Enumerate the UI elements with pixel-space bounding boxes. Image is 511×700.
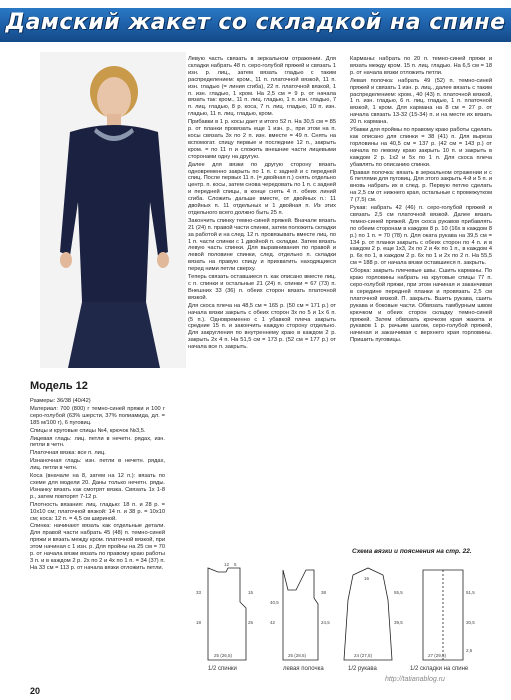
back-paragraph: Спинка: начинают вязать как отдельные детали. Для правой части набрать 45 (48) п. темно-синей пряжи и вязать между кром. платочной вязкой, при этом начиная с 1 изн. р. Для пройны на 25 см = 70 р. от начала вязки вязать по правому краю работы 3 п. и в каждом 2 р. 2х по 2 и 4х по 1 п. = 34 (37) п. На 33 см = 113 р. от начала вязки отложить петли. — [30, 523, 165, 571]
sleeve-dim-2: 39,5 — [394, 620, 403, 625]
middle-text-column — [188, 56, 336, 556]
mid-paragraph-5: Теперь связать оставшиеся п. как описано вместе лиц. с п. спинки и остальные 21 (24) п. спинки = 67 (73) п. Внешних 33 (36) п. обеих сторон вязать платочной вязкой. — [188, 274, 336, 301]
pleat-dim-2: 30,5 — [466, 620, 475, 625]
mid-paragraph-3: Далее для вязки по другую сторону вязать одновременно закрыть по 1 п. с задней и с передней спиц. После первых 11 п. (= двойная п.) снять отдельно центр. п. косы, затем снова чередовать по 1 п. с задней и передней спицы, в конце снять 4 п. обеих линий сгиба. Сложить дальше вместе, от двойных п.: 11 двойных п. 11 отдельных и 1 двойная п. Из этих отдельного всего должно быть 25 п. — [188, 161, 336, 216]
cable-paragraph: Коса (вначале на 8, затем на 12 п.): вязать по схеме для модели 20. Даны только нечетн. ряды. Изнанку вязать как смотрят вязка. Связать 1х 1-8 р., затем повторят 7-12 р. — [30, 473, 165, 500]
neckline-paragraph: Убавки для проймы по правому краю работы сделать как описано для спинки = 38 (41) п. Для выреза горловины на 40,5 см = 137 р. (42 см = 143 р.) от начала по левому краю закрыть 10 п. и закрыть в каждом 2 р. 1х2 и 5х по 1 п. Для скоса плеча убавлять по описанию спинки. — [350, 127, 492, 168]
model-label: Модель 12 — [30, 380, 88, 392]
sleeve-dim-1: 55,5 — [394, 590, 403, 595]
back-dim-4: 18 — [196, 620, 202, 625]
pleat-label: 1/2 складки на спине — [410, 666, 469, 672]
mid-paragraph-2: Прибавки в 1 р. косы дает и итого 52 п. На 30,5 см = 85 р. от планки провязать еще 1 изн. р., при этом на п. косы связать 3х по 2 п. изн. вместе = 49 п. Снять на вспомогат. спицу первые и последние 12 п., закрыть кром. = по 11 п и сложить внешние части лицевыми сторонами одну на другую. — [188, 119, 336, 160]
pattern-schematics — [188, 560, 498, 685]
back-dim-3: 33 — [196, 590, 202, 595]
front-dim-4: 24,5 — [321, 620, 330, 625]
materials-paragraph: Материал: 700 (800) г темно-синей пряжи и 100 г серо-голубой (63% шерсти, 37% полиамида, дл. = 185 м/100 г), 6 пуговиц. — [30, 405, 165, 426]
sleeve-paragraph: Рукав: набрать 42 (46) п. серо-голубой пряжей и связать 2,5 см платочной вязкой. Далее вязать темно-синей пряжей. Для скоса рукавов прибавлять по обеим сторонам в каждом 8 р. 10 (16х в каждом 8 р.) по 1 п. = 70 (78) п. Для оката рукава на 39,5 см = 134 р. от планки закрыть с обеих сторон по 4 п. и в каждом 2 р. еще 1х3, 2х по 2 и 4х по 1 п., в каждом 4 р. 6х по 1, в каждом 2 р. 6х по 1 и 2х по 2 п. На 55,5 см = 188 р. от начала вязки оставшиеся п. закрыть. — [350, 205, 492, 267]
back-dim-2: 5 — [234, 562, 237, 567]
back-dim-1: 12 — [224, 562, 230, 567]
sleeve-dim-4: 24 (27,5) — [354, 653, 373, 658]
left-text-column — [30, 398, 165, 690]
model-photo — [40, 52, 186, 368]
front-dim-5: 25 (28,5) — [288, 653, 307, 658]
page-title: Дамский жакет со складкой на спине — [5, 10, 506, 35]
pleat-dim-4: 27 (29,5) — [428, 653, 447, 658]
assembly-paragraph: Сборка: закрыть плечевые швы. Сшить карманы. По краю горловины набрать на круговые спицы 77 п. серо-голубой пряжи, при этом начиная и заканчивая в середине передней планки и провязать 2,5 см платочной вязкой. П. закрыть. Вшить рукава, сшить рукава и боковые части. Обвязать тамбурным швом крючком и обеих сторон складку темно-синей пряжей. Затем обвязать крючком края жакета и рукавов 1 р. рачьим шагом, серо-голубой пряжей, начиная и заканчивая с верхнего края горловины. Пришить пуговицы. — [350, 268, 492, 344]
page-number: 20 — [30, 686, 41, 696]
garter-paragraph: Платочная вязка: все п. лиц. — [30, 450, 106, 457]
watermark-link[interactable]: http://tatianablog.ru — [385, 676, 445, 683]
stockinette-paragraph: Лицевая гладь: лиц. петли в нечетн. рядах, изн. петли в четн. — [30, 435, 165, 449]
back-outline — [208, 568, 246, 660]
right-front-paragraph: Правая полочка: вязать в зеркальном отражении и с 6 петлями для пуговиц. Для этого закрыть 4-й и 5 п. и вновь набрать их в след. р. Первую петлю сделать на 2,5 см от нижнего края, остальные с промежутком 7 (7,5) см. — [350, 169, 492, 204]
back-dim-5: 25 (26,5) — [214, 653, 233, 658]
sleeve-label: 1/2 рукава — [348, 666, 377, 672]
front-label: левая полочка — [283, 666, 324, 672]
front-dim-3: 38 — [321, 590, 327, 595]
front-outline — [283, 570, 318, 660]
left-front-paragraph: Левая полочка: набрать 49 (52) п. темно-синей пряжей и связать 1 изн. р. лиц., далее вязать с таким распределением: кром., 40 (43) п. платочной вязкой, 1 п. изн. гладью, 6 п. лиц. гладью, 1 п. платочной вязкой, 1 кром. Для кармана на 8 см = 27 р. от начала связать 13-32 (15-34) п. и на месте их вязать 20 п. кармана. — [350, 77, 492, 126]
sleeve-outline — [344, 568, 392, 660]
mid-paragraph-1: Левую часть связать в зеркальном отражении. Для складки набрать 48 п. серо-голубой пряжей и связать 1 изн. р. лиц., затем вязать гладью с таким распределением: кром., 11 п. платочной вязкой, 11 п. изн. гладью (= линия сгиба), 22 п. платочной вязкой, 1 п. изн. гладью, 1 кром. На 2,5 см = 9 р. от начала вязать так: кром., 11 п. лиц. гладью, 1 п. изн. гладью, 7 п. лиц. гладью, 8 р. коса, 7 п. лиц. гладью, 10 п. изн. гладью, 11 п. лиц. гладью, кром. — [188, 56, 336, 118]
mid-paragraph-4: Закончить спинку темно-синей пряжей. Вначале вязать 21 (24) п. правой части спинки, затем положить складки за работой и на след. 12 п. провязывать вместе лиц. по 1 п. части спинки с 1 двойной п. складки. Затем вязать левую часть спинки. Для выравнивания по правой и левой половине спинки, след. отдельно п. складки вязать на правую спицу и прихватить находящиеся перед ними петли сверху. — [188, 217, 336, 273]
pleat-dim-3: 2,5 — [466, 648, 473, 653]
front-dim-2: 42 — [270, 620, 276, 625]
back-label: 1/2 спинки — [208, 666, 237, 672]
title-banner — [0, 8, 511, 42]
sleeve-dim-3: 16 — [364, 576, 370, 581]
pleat-dim-1: 51,5 — [466, 590, 475, 595]
mid-paragraph-6: Для скоса плеча на 48,5 см = 165 р. (50 см = 171 р.) от начала вязки закрыть с обеих сторон 3х по 5 и 1х 6 п. (5 п.). Одновременно с 1 убавкой плеча закрыть средние 15 п. и закончить каждую сторону отдельно. Для закругления по внутреннему краю в каждом 2 р. закрыть 2х 4 п. На 51,5 см = 173 р. (52 см = 177 р.) от начала все п. закрыть. — [188, 302, 336, 351]
scheme-caption: Схема вязки и пояснения на стр. 22. — [352, 548, 472, 555]
front-dim-1: 40,5 — [270, 600, 279, 605]
needles-paragraph: Спицы и круговые спицы №4, крючок №3,5. — [30, 427, 146, 434]
pockets-paragraph: Карманы: набрать по 20 п. темно-синей пряжи и вязать между кром. 15 п. лиц. гладью. На 6,5 см = 18 р. от начала вязки отложить петли. — [350, 56, 492, 76]
reverse-stockinette-paragraph: Изнаночная гладь: изн. петли в нечетн. рядах, лиц. петли в четн. — [30, 458, 165, 472]
back-dim-6: 25 — [248, 620, 254, 625]
back-dim-7: 15 — [248, 590, 254, 595]
sizes-paragraph: Размеры: 36/38 (40/42) — [30, 398, 91, 404]
gauge-paragraph: Плотность вязания: лиц. гладью: 18 п. и 28 р. = 10х10 см; платочной вязкой: 14 п. и 38 р. = 10х10 см; коса: 12 п. = 4,5 см шириной. — [30, 501, 165, 522]
right-text-column — [350, 56, 492, 556]
model-illustration — [40, 52, 186, 368]
